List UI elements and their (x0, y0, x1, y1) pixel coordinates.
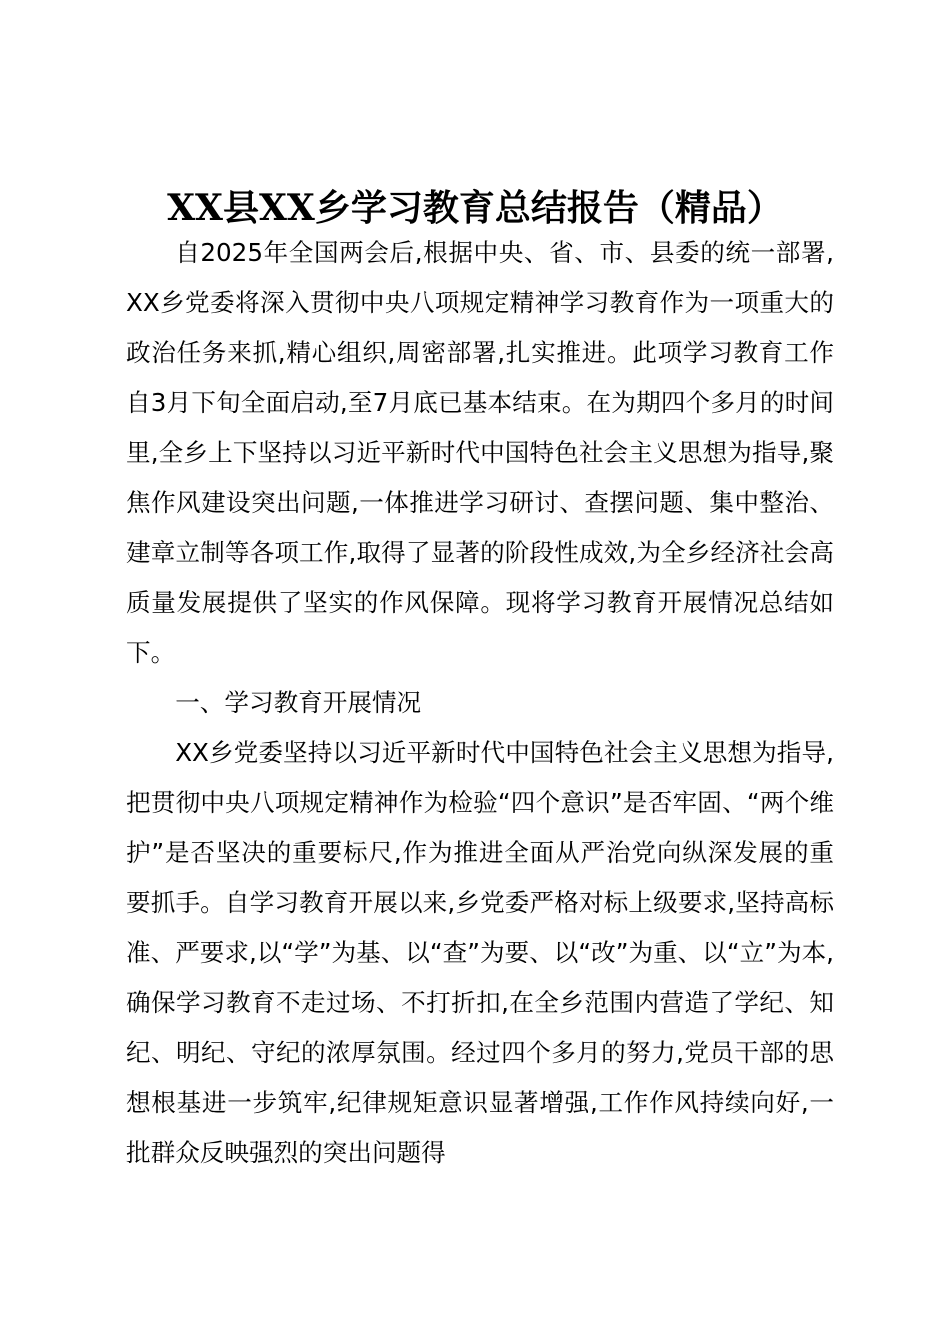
document-body (126, 228, 834, 1178)
section-heading: 一、学习教育开展情况 (175, 688, 422, 717)
document-title: XX县XX乡学习教育总结报告（精品） (167, 187, 783, 229)
paragraph-section-one: XX乡党委坚持以习近平新时代中国特色社会主义思想为指导,把贯彻中央八项规定精神作为检验“四个意识”是否牢固、“两个维护”是否坚决的重要标尺,作为推进全面从严治党向纵深发展的重要抓手。自学习教育开展以来,乡党委严格对标上级要求,坚持高标准、严要求,以“学”为基、以“查”为要、以“改”为重、以“立”为本,确保学习教育不走过场、不打折扣,在全乡范围内营造了学纪、知纪、明纪、守纪的浓厚氛围。经过四个多月的努力,党员干部的思想根基进一步筑牢,纪律规矩意识显著增强,工作作风持续向好,一批群众反映强烈的突出问题得 (126, 738, 834, 1167)
paragraph-intro: 自2025年全国两会后,根据中央、省、市、县委的统一部署,XX乡党委将深入贯彻中央八项规定精神学习教育作为一项重大的政治任务来抓,精心组织,周密部署,扎实推进。此项学习教育工作自3月下旬全面启动,至7月底已基本结束。在为期四个多月的时间里,全乡上下坚持以习近平新时代中国特色社会主义思想为指导,聚焦作风建设突出问题,一体推进学习研讨、查摆问题、集中整治、建章立制等各项工作,取得了显著的阶段性成效,为全乡经济社会高质量发展提供了坚实的作风保障。现将学习教育开展情况总结如下。 (126, 238, 834, 667)
